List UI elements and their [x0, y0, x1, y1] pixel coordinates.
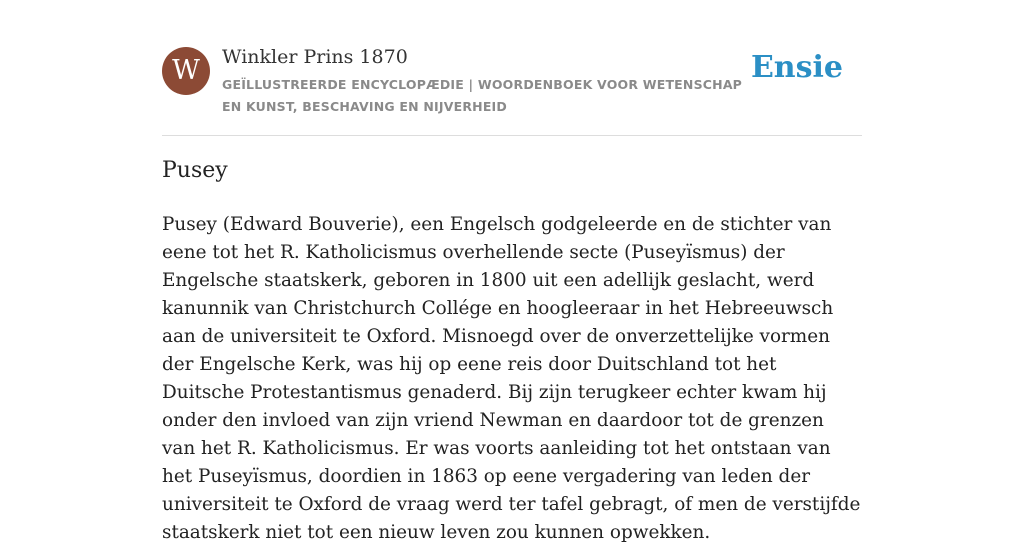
entry-title: Pusey	[162, 158, 228, 183]
source-title[interactable]: Winkler Prins 1870	[222, 46, 408, 68]
source-avatar[interactable]: W	[162, 47, 210, 95]
source-header	[162, 44, 862, 120]
header-divider	[162, 135, 862, 136]
ensie-logo[interactable]: Ensie	[750, 50, 843, 85]
source-subtitle: GEÏLLUSTREERDE ENCYCLOPÆDIE | WOORDENBOEK VOOR WETENSCHAP EN KUNST, BESCHAVING EN NIJVERHEID	[222, 77, 743, 114]
entry-body: Pusey (Edward Bouverie), een Engelsch godgeleerde en de stichter van eene tot het R. Katholicismus overhellende secte (Puseyïsmus) der Engelsche staatskerk, geboren in 1800 uit een adellijk geslacht, werd kanunnik van Christchurch Collége en hoogleeraar in het Hebreeuwsch aan de universiteit te Oxford. Misnoegd over de onverzettelijke vormen der Engelsche Kerk, was hij op eene reis door Duitschland tot het Duitsche Protestantismus genaderd. Bij zijn terugkeer echter kwam hij onder den invloed van zijn vriend Newman en daardoor tot de grenzen van het R. Katholicismus. Er was voorts aanleiding tot het ontstaan van het Puseyïsmus, doordien in 1863 op eene vergadering van leden der universiteit te Oxford de vraag werd ter tafel gebragt, of men de verstijfde staatskerk niet tot een nieuw leven zou kunnen opwekken.	[162, 214, 861, 543]
